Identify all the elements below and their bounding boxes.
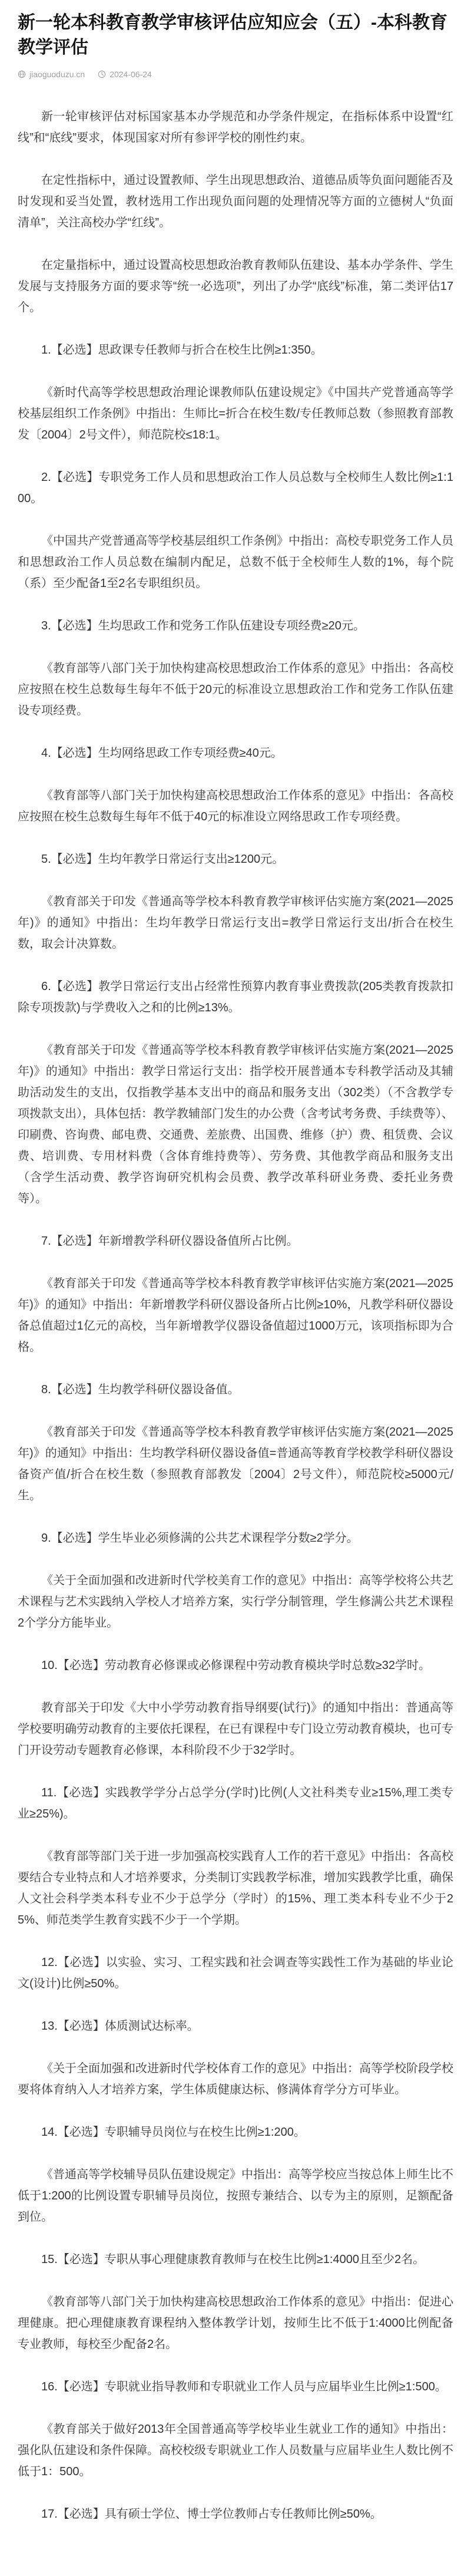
indicator-heading-9: 9.【必选】学生毕业必须修满的公共艺术课程学分数≥2学分。 (41, 1532, 359, 1545)
article-source-link[interactable]: jiaoguoduzu.cn (29, 70, 85, 79)
indicator-heading-2: 2.【必选】专职党务工作人员和思想政治工作人员总数与全校师生人数比例≥1:100。 (18, 471, 453, 505)
indicator-heading-6: 6.【必选】教学日常运行支出占经常性预算内教育事业费拨款(205类教育拨款扣除专项拨款)与学费收入之和的比例≥13%。 (18, 980, 453, 1014)
indicator-note-8: 《教育部关于印发《普通高等学校本科教育教学审核评估实施方案(2021—2025年)》的通知》中指出：生均教学科研仪器设备值=普通高等教育学校教学科研仪器设备资产值/折合在校生数（参照教育部教发〔2004〕2号文件），师范院校≥5000元/生。 (18, 1426, 453, 1502)
indicator-note-13: 《关于全面加强和改进新时代学校体育工作的意见》中指出：高等学校阶段学校要将体育纳入人才培养方案，学生体质健康达标、修满体育学分方可毕业。 (18, 2062, 453, 2096)
indicator-note-11: 《教育部等部门关于进一步加强高校实践育人工作的若干意见》中指出：各高校要结合专业特点和人才培养要求，分类制订实践教学标准，增加实践教学比重，确保人文社会科学类本科专业不少于总学分（学时）的15%、理工类本科专业不少于25%、师范类学生教育实践不少于一个学期。 (18, 1850, 453, 1927)
indicator-note-6: 《教育部关于印发《普通高等学校本科教育教学审核评估实施方案(2021—2025年)》的通知》中指出：教学日常运行支出：指学校开展普通本专科教学活动及其辅助活动发生的支出，仅指教学基本支出中的商品和服务支出（302类）（不含教学专项拨款支出），具体包括：教学教辅部门发生的办公费（含考试考务费、手续费等）、印刷费、咨询费、邮电费、交通费、差旅费、出国费、维修（护）费、租赁费、会议费、培训费、专用材料费（含体育维持费等）、劳务费、其他教学商品和服务支出（含学生活动费、教学咨询研究机构会员费、教学改革科研业务费、委托业务费等）。 (18, 1044, 453, 1205)
indicator-note-2: 《中国共产党普通高等学校基层组织工作条例》中指出：高校专职党务工作人员和思想政治工作人员总数在编制内配足，总数不低于全校师生人数的1%，每个院（系）至少配备1至2名专职组织员。 (18, 535, 453, 590)
indicator-note-9: 《关于全面加强和改进新时代学校美育工作的意见》中指出：高等学校将公共艺术课程与艺术实践纳入学校人才培养方案，实行学分制管理，学生修满公共艺术课程2个学分方能毕业。 (18, 1574, 453, 1630)
indicator-heading-14: 14.【必选】专职辅导员岗位与在校生比例≥1:200。 (41, 2126, 306, 2139)
indicator-heading-4: 4.【必选】生均网络思政工作专项经费≥40元。 (41, 747, 283, 760)
indicator-heading-7: 7.【必选】年新增教学科研仪器设备值所占比例。 (41, 1235, 298, 1248)
indicator-heading-12: 12.【必选】以实验、实习、工程实践和社会调查等实践性工作为基础的毕业论文(设计)比例≥50%。 (18, 1956, 453, 1990)
indicator-heading-17: 17.【必选】具有硕士学位、博士学位教师占专任教师比例≥50%。 (41, 2508, 382, 2521)
indicator-heading-16: 16.【必选】专职就业指导教师和专职就业工作人员与应届毕业生比例≥1:500。 (41, 2380, 447, 2393)
clock-icon (98, 70, 106, 78)
indicator-heading-5: 5.【必选】生均年教学日常运行支出≥1200元。 (41, 853, 284, 866)
indicator-heading-10: 10.【必选】劳动教育必修课或必修课程中劳动教育模块学时总数≥32学时。 (41, 1659, 431, 1672)
indicator-heading-1: 1.【必选】思政课专任教师与折合在校生比例≥1:350。 (41, 344, 323, 357)
indicator-heading-13: 13.【必选】体质测试达标率。 (41, 2020, 199, 2033)
intro-paragraph-1: 新一轮审核评估对标国家基本办学规范和办学条件规定，在指标体系中设置“红线”和“底线”要求，体现国家对所有参评学校的刚性约束。 (18, 110, 453, 144)
article-source[interactable] (18, 68, 85, 80)
article-meta (18, 68, 453, 80)
indicator-heading-8: 8.【必选】生均教学科研仪器设备值。 (41, 1383, 240, 1396)
indicator-note-15: 《教育部等八部门关于加快构建高校思想政治工作体系的意见》中指出：促进心理健康。把心理健康教育课程纳入整体教学计划，按师生比不低于1:4000比例配备专业教师，每校至少配备2名。 (18, 2295, 453, 2351)
article-date-text: 2024-06-24 (110, 70, 152, 79)
indicator-note-10: 教育部关于印发《大中小学劳动教育指导纲要(试行)》的通知中指出：普通高等学校要明确劳动教育的主要依托课程，在已有课程中专门设立劳动教育模块，也可专门开设劳动专题教育必修课，本科阶段不少于32学时。 (18, 1701, 453, 1757)
indicator-heading-3: 3.【必选】生均思政工作和党务工作队伍建设专项经费≥20元。 (41, 619, 365, 632)
indicator-note-5: 《教育部关于印发《普通高等学校本科教育教学审核评估实施方案(2021—2025年)》的通知》中指出：生均年教学日常运行支出=教学日常运行支出/折合在校生数，取会计决算数。 (18, 895, 453, 951)
indicator-note-1: 《新时代高等学校思想政治理论课教师队伍建设规定》《中国共产党普通高等学校基层组织工作条例》中指出：生师比=折合在校生数/专任教师总数（参照教育部教发〔2004〕2号文件），师范院校≤18:1。 (18, 386, 453, 441)
intro-paragraph-2: 在定性指标中，通过设置教师、学生出现思想政治、道德品质等负面问题能否及时发现和妥当处置，教材选用工作出现负面问题的处理情况等方面的立德树人“负面清单”，关注高校办学“红线”。 (18, 174, 453, 229)
intro-paragraph-3: 在定量指标中，通过设置高校思想政治教育教师队伍建设、基本办学条件、学生发展与支持服务方面的要求等“统一必选项”，列出了办学“底线”标准，第二类评估17个。 (18, 259, 453, 314)
indicator-note-3: 《教育部等八部门关于加快构建高校思想政治工作体系的意见》中指出：各高校应按照在校生总数每生每年不低于20元的标准设立思想政治工作和党务工作队伍建设专项经费。 (18, 662, 453, 717)
indicator-note-14: 《普通高等学校辅导员队伍建设规定》中指出：高等学校应当按总体上师生比不低于1:200的比例设置专职辅导员岗位，按照专兼结合、以专为主的原则，足额配备到位。 (18, 2168, 453, 2224)
globe-icon (18, 70, 26, 78)
indicator-heading-15: 15.【必选】专职从事心理健康教育教师与在校生比例≥1:4000且至少2名。 (41, 2253, 425, 2266)
indicator-note-4: 《教育部等八部门关于加快构建高校思想政治工作体系的意见》中指出：各高校应按照在校生总数每生每年不低于40元的标准设立网络思政工作专项经费。 (18, 789, 453, 823)
article-title: 新一轮本科教育教学审核评估应知应会（五）-本科教育教学评估 (18, 13, 447, 57)
indicator-heading-11: 11.【必选】实践教学学分占总学分(学时)比例(人文社科类专业≥15%,理工类专业≥25%)。 (18, 1786, 453, 1820)
article-date (98, 68, 152, 80)
indicator-note-16: 《教育部关于做好2013年全国普通高等学校毕业生就业工作的通知》中指出：强化队伍建设和条件保障。高校校级专职就业工作人员数量与应届毕业生人数比例不低于1：500。 (18, 2423, 453, 2478)
indicator-note-7: 《教育部关于印发《普通高等学校本科教育教学审核评估实施方案(2021—2025年)》的通知》中指出：年新增教学科研仪器设备所占比例≥10%，凡教学科研仪器设备总值超过1亿元的高校，当年新增教学仪器设备值超过1000万元，该项指标即为合格。 (18, 1277, 453, 1354)
article-body (18, 106, 453, 2525)
